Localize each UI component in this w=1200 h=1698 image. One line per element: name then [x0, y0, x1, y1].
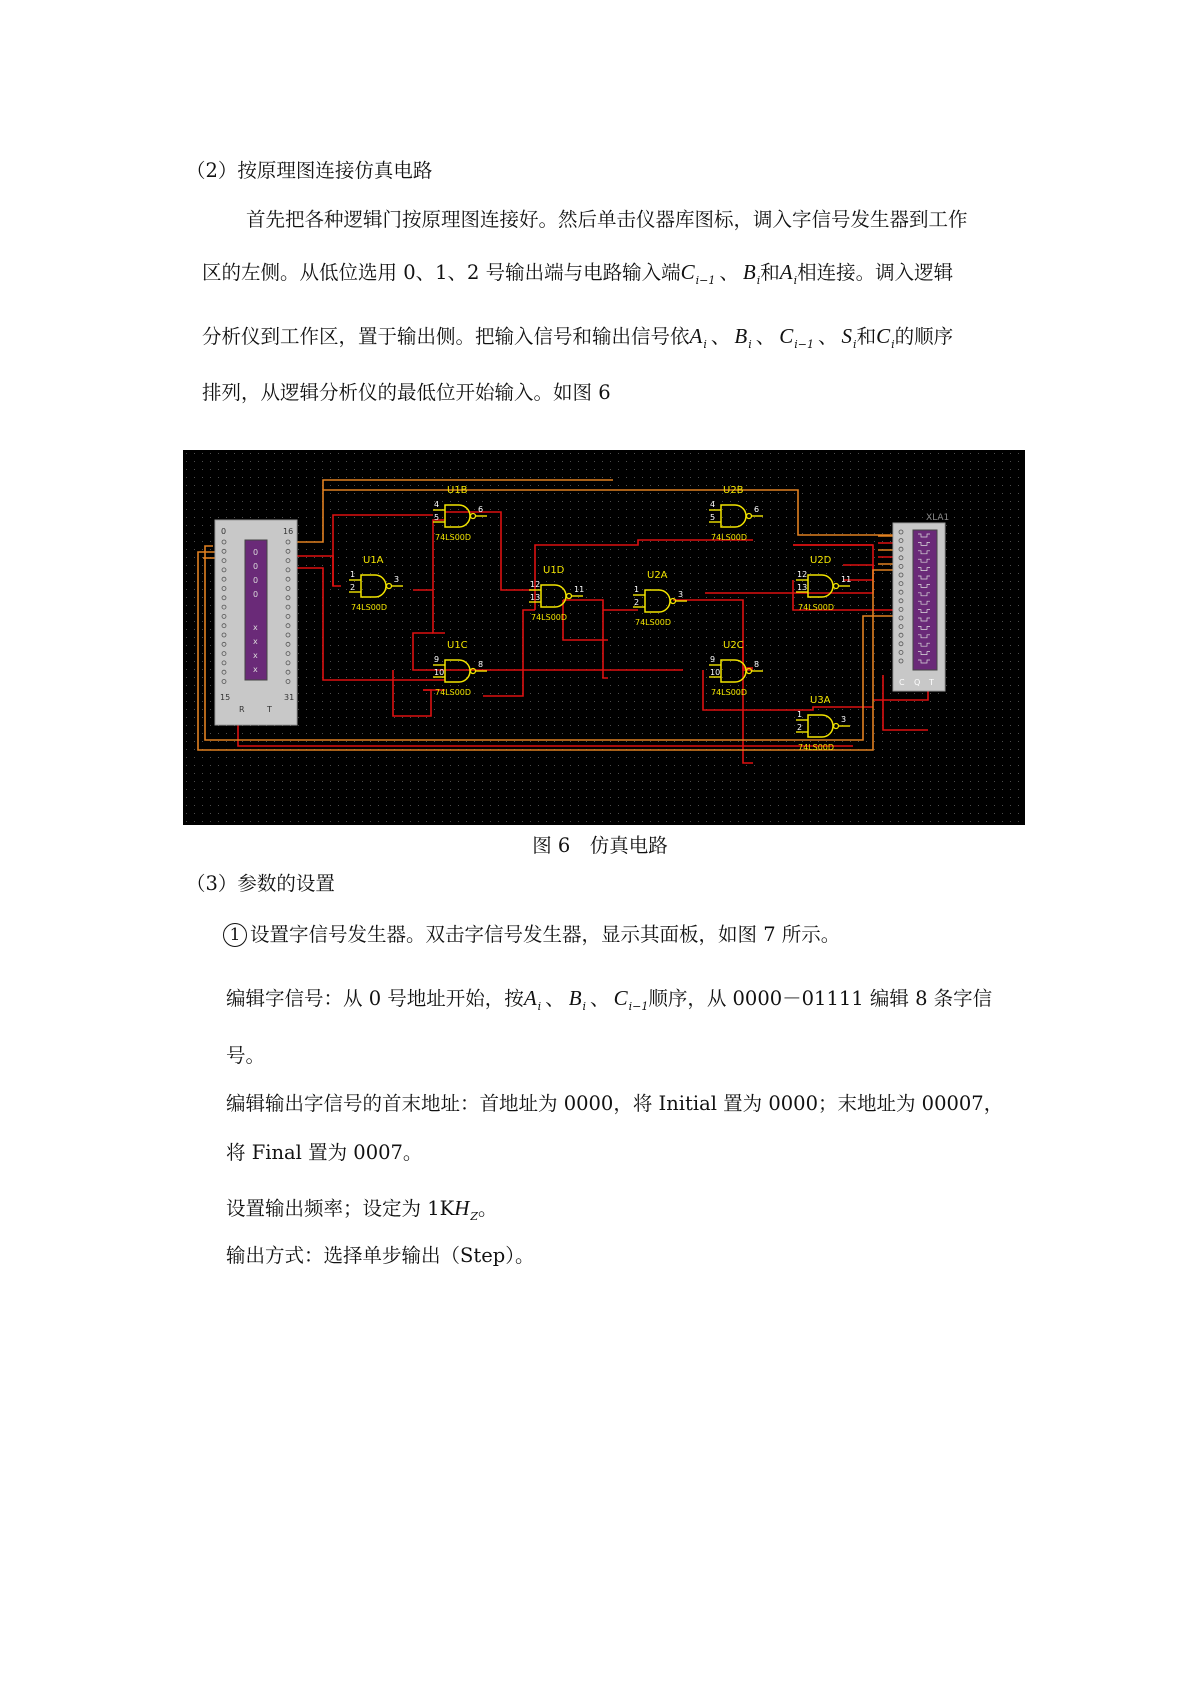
text-run: 和: [760, 261, 780, 284]
gate-pin-label: 13: [797, 583, 808, 592]
list-item: [223, 922, 840, 948]
text-run: 、: [710, 325, 731, 348]
var-B: B: [568, 986, 582, 1010]
analyzer-pin-label: C: [899, 678, 905, 687]
var-S: S: [841, 324, 853, 348]
sub-i: i: [756, 274, 761, 287]
gate-pin-label: 2: [350, 583, 356, 592]
section-heading: （3）参数的设置: [186, 872, 335, 895]
text-run: 设置输出频率；设定为 1K: [226, 1197, 455, 1220]
gate-name: U1A: [363, 555, 384, 566]
sub-Z: Z: [470, 1210, 479, 1223]
gate-pin-label: 2: [797, 723, 803, 732]
var-A: A: [689, 324, 703, 348]
gate-pin-label: 12: [797, 570, 808, 579]
text-run: 设置字信号发生器。双击字信号发生器，显示其面板，如图 7 所示。: [250, 923, 841, 946]
gate-part: 74LS00D: [798, 603, 835, 612]
wordgen-cell: 0: [253, 576, 259, 585]
gate-part: 74LS00D: [798, 743, 835, 752]
wordgen-cell: 0: [253, 548, 259, 557]
gate-name: U1B: [447, 485, 468, 496]
paragraph-line: [226, 985, 992, 1020]
sub-im1: i−1: [794, 338, 815, 351]
wordgen-cell: x: [253, 637, 258, 646]
gate-pin-label: 9: [710, 655, 716, 664]
gate-pin-label: 6: [478, 505, 484, 514]
gate-name: U1D: [543, 565, 565, 576]
gate-part: 74LS00D: [435, 688, 472, 697]
text-run: 、: [818, 325, 838, 348]
gate-name: U1C: [447, 640, 468, 651]
paragraph-line: 编辑输出字信号的首末地址：首地址为 0000，将 Initial 置为 0000；末地址为 00007，: [226, 1092, 1004, 1115]
sub-i: i: [853, 338, 857, 351]
gate-pin-label: 10: [434, 668, 445, 677]
text-run: 分析仪到工作区，置于输出侧。把输入信号和输出信号依: [202, 325, 690, 348]
gate-pin-label: 3: [678, 590, 684, 599]
paragraph-line: [202, 259, 953, 294]
gate-pin-label: 13: [530, 593, 541, 602]
gate-pin-label: 4: [434, 500, 440, 509]
gate-pin-label: 5: [710, 513, 716, 522]
gate-pin-label: 2: [634, 598, 640, 607]
gate-pin-label: 6: [754, 505, 760, 514]
text-run: 。: [478, 1197, 498, 1220]
gate-pin-label: 11: [574, 585, 585, 594]
gate-pin-label: 1: [634, 585, 640, 594]
gate-part: 74LS00D: [711, 533, 748, 542]
gate-pin-label: 9: [434, 655, 440, 664]
gate-pin-label: 8: [478, 660, 484, 669]
wordgen-pin-label: 16: [283, 527, 294, 536]
simulation-circuit-figure: [183, 450, 1025, 825]
var-C: C: [779, 324, 794, 348]
var-H: H: [454, 1196, 470, 1220]
gate-part: 74LS00D: [435, 533, 472, 542]
analyzer-label: XLA1: [926, 513, 950, 523]
text-run: 、: [545, 987, 565, 1010]
text-run: 相连接。调入逻辑: [797, 261, 954, 284]
sub-im1: i−1: [695, 274, 716, 287]
wordgen-pin-label: R: [239, 705, 245, 714]
wordgen-cell: 0: [253, 562, 259, 571]
text-run: 和: [856, 325, 877, 348]
paragraph-line: 首先把各种逻辑门按原理图连接好。然后单击仪器库图标，调入字信号发生器到工作: [246, 208, 968, 231]
analyzer-pin-label: T: [929, 678, 934, 687]
text-run: 的顺序: [894, 325, 954, 348]
gate-pin-label: 12: [530, 580, 541, 589]
wordgen-cell: 0: [253, 590, 259, 599]
sub-i: i: [793, 274, 798, 287]
var-C: C: [680, 260, 695, 284]
text-run: 编辑字信号：从 0 号地址开始，按: [226, 987, 524, 1010]
wordgen-pin-label: T: [267, 705, 272, 714]
circled-number: 1: [223, 923, 247, 947]
paragraph-line: 将 Final 置为 0007。: [226, 1141, 423, 1164]
var-A: A: [779, 260, 793, 284]
gate-pin-label: 1: [797, 710, 803, 719]
sub-i: i: [748, 338, 752, 351]
paragraph-line: 输出方式：选择单步输出（Step）。: [226, 1244, 535, 1267]
var-A: A: [523, 986, 537, 1010]
gate-pin-label: 3: [394, 575, 400, 584]
figure-caption: 图 6 仿真电路: [532, 834, 668, 857]
gate-part: 74LS00D: [711, 688, 748, 697]
analyzer-display: [913, 530, 937, 670]
gate-name: U2C: [723, 640, 744, 651]
wordgen-cell: x: [253, 651, 258, 660]
sub-i: i: [891, 338, 895, 351]
var-B: B: [742, 260, 756, 284]
var-B: B: [734, 324, 748, 348]
gate-part: 74LS00D: [635, 618, 672, 627]
gate-name: U2A: [647, 570, 668, 581]
gate-pin-label: 5: [434, 513, 440, 522]
gate-name: U3A: [810, 695, 831, 706]
section-heading: （2）按原理图连接仿真电路: [186, 159, 433, 182]
text-run: 、: [755, 325, 776, 348]
gate-name: U2D: [810, 555, 832, 566]
wordgen-pin-label: 0: [221, 527, 227, 536]
gate-pin-label: 8: [754, 660, 760, 669]
sub-i: i: [703, 338, 707, 351]
wordgen-cell: x: [253, 665, 258, 674]
analyzer-pin-label: Q: [914, 678, 921, 687]
var-C: C: [876, 324, 891, 348]
wordgen-pin-label: 31: [284, 693, 295, 702]
text-run: 顺序，从 0000－01111 编辑 8 条字信: [648, 987, 993, 1010]
text-run: 、: [719, 261, 739, 284]
paragraph-line: 排列，从逻辑分析仪的最低位开始输入。如图 6: [202, 381, 611, 404]
wordgen-pin-label: 15: [220, 693, 231, 702]
sub-im1: i−1: [628, 1000, 649, 1013]
gate-pin-label: 11: [841, 575, 852, 584]
sub-i: i: [582, 1000, 587, 1013]
wordgen-cell: x: [253, 623, 258, 632]
gate-pin-label: 1: [350, 570, 356, 579]
text-run: 区的左侧。从低位选用 0、1、2 号输出端与电路输入端: [202, 261, 681, 284]
gate-pin-label: 10: [710, 668, 721, 677]
gate-part: 74LS00D: [531, 613, 568, 622]
var-C: C: [613, 986, 628, 1010]
gate-pin-label: 3: [841, 715, 847, 724]
text-run: 、: [590, 987, 610, 1010]
paragraph-line: [202, 323, 953, 358]
paragraph-line: [226, 1195, 498, 1230]
gate-name: U2B: [723, 485, 744, 496]
paragraph-line: 号。: [226, 1044, 266, 1067]
gate-pin-label: 4: [710, 500, 716, 509]
sub-i: i: [537, 1000, 542, 1013]
gate-part: 74LS00D: [351, 603, 388, 612]
